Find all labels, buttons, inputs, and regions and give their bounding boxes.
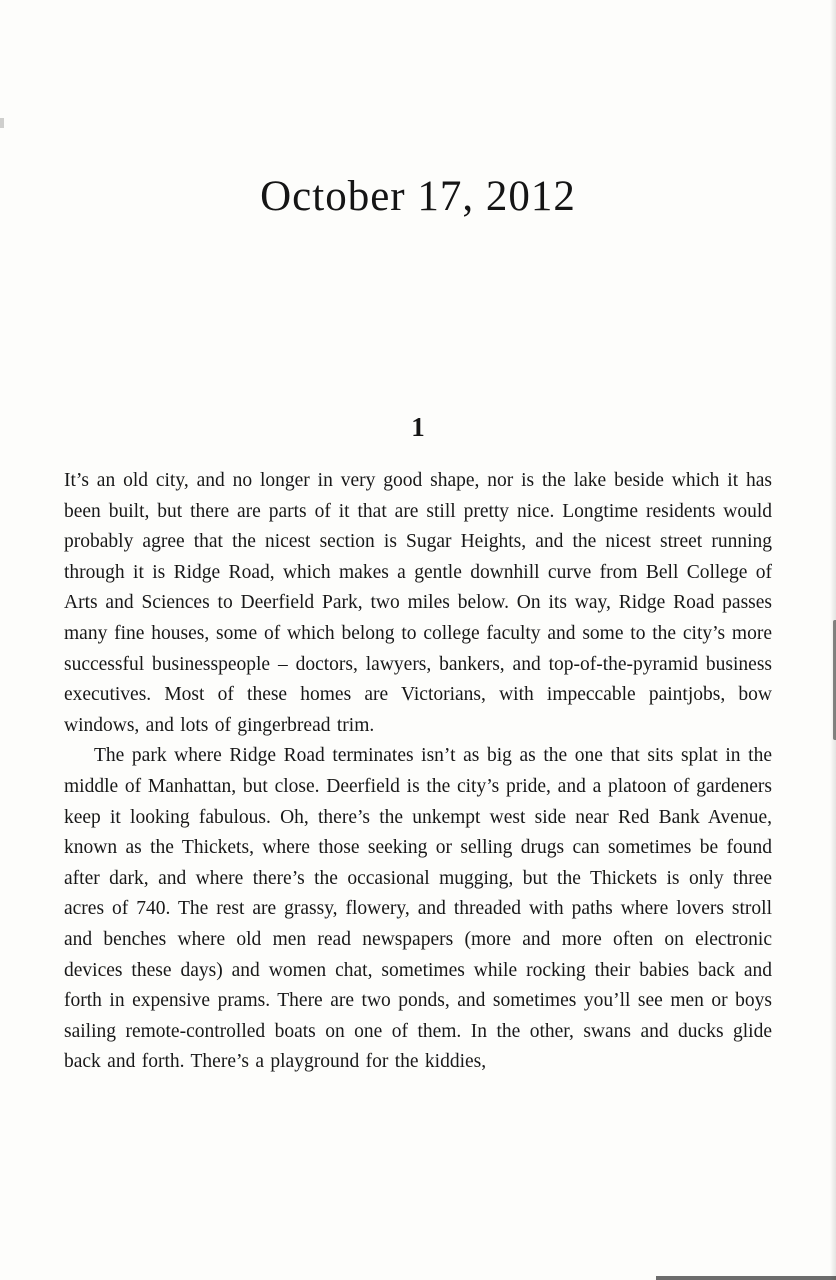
scan-left-mark bbox=[0, 118, 4, 128]
chapter-title: October 17, 2012 bbox=[260, 173, 576, 220]
paragraph: It’s an old city, and no longer in very good shape, nor is the lake beside which it has been built, but there are parts of it that are still pretty nice. Longtime residents would probably agree that the nicest section is Sugar Heights, and the nicest street running through it is Ridge Road, which makes a gentle downhill curve from Bell College of Arts and Sciences to Deerfield Park, two miles below. On its way, Ridge Road passes many fine houses, some of which belong to college faculty and some to the city’s more successful businesspeople – doctors, lawyers, bankers, and top-of-the-pyramid business executives. Most of these homes are Victorians, with impeccable paintjobs, bow windows, and lots of gingerbread trim. bbox=[64, 470, 772, 736]
section-number: 1 bbox=[411, 412, 425, 442]
scan-bottom-mark bbox=[656, 1276, 836, 1280]
body-text bbox=[64, 466, 772, 1078]
paragraph: The park where Ridge Road terminates isn’t as big as the one that sits splat in the middle of Manhattan, but close. Deerfield is the city’s pride, and a platoon of gardeners keep it looking fabulous. Oh, there’s the unkempt west side near Red Bank Avenue, known as the Thickets, where those seeking or selling drugs can sometimes be found after dark, and where there’s the occasional mugging, but the Thickets is only three acres of 740. The rest are grassy, flowery, and threaded with paths where lovers stroll and benches where old men read newspapers (more and more often on electronic devices these days) and women chat, sometimes while rocking their babies back and forth in expensive prams. There are two ponds, and sometimes you’ll see men or boys sailing remote-controlled boats on one of them. In the other, swans and ducks glide back and forth. There’s a playground for the kiddies, bbox=[64, 745, 772, 1073]
